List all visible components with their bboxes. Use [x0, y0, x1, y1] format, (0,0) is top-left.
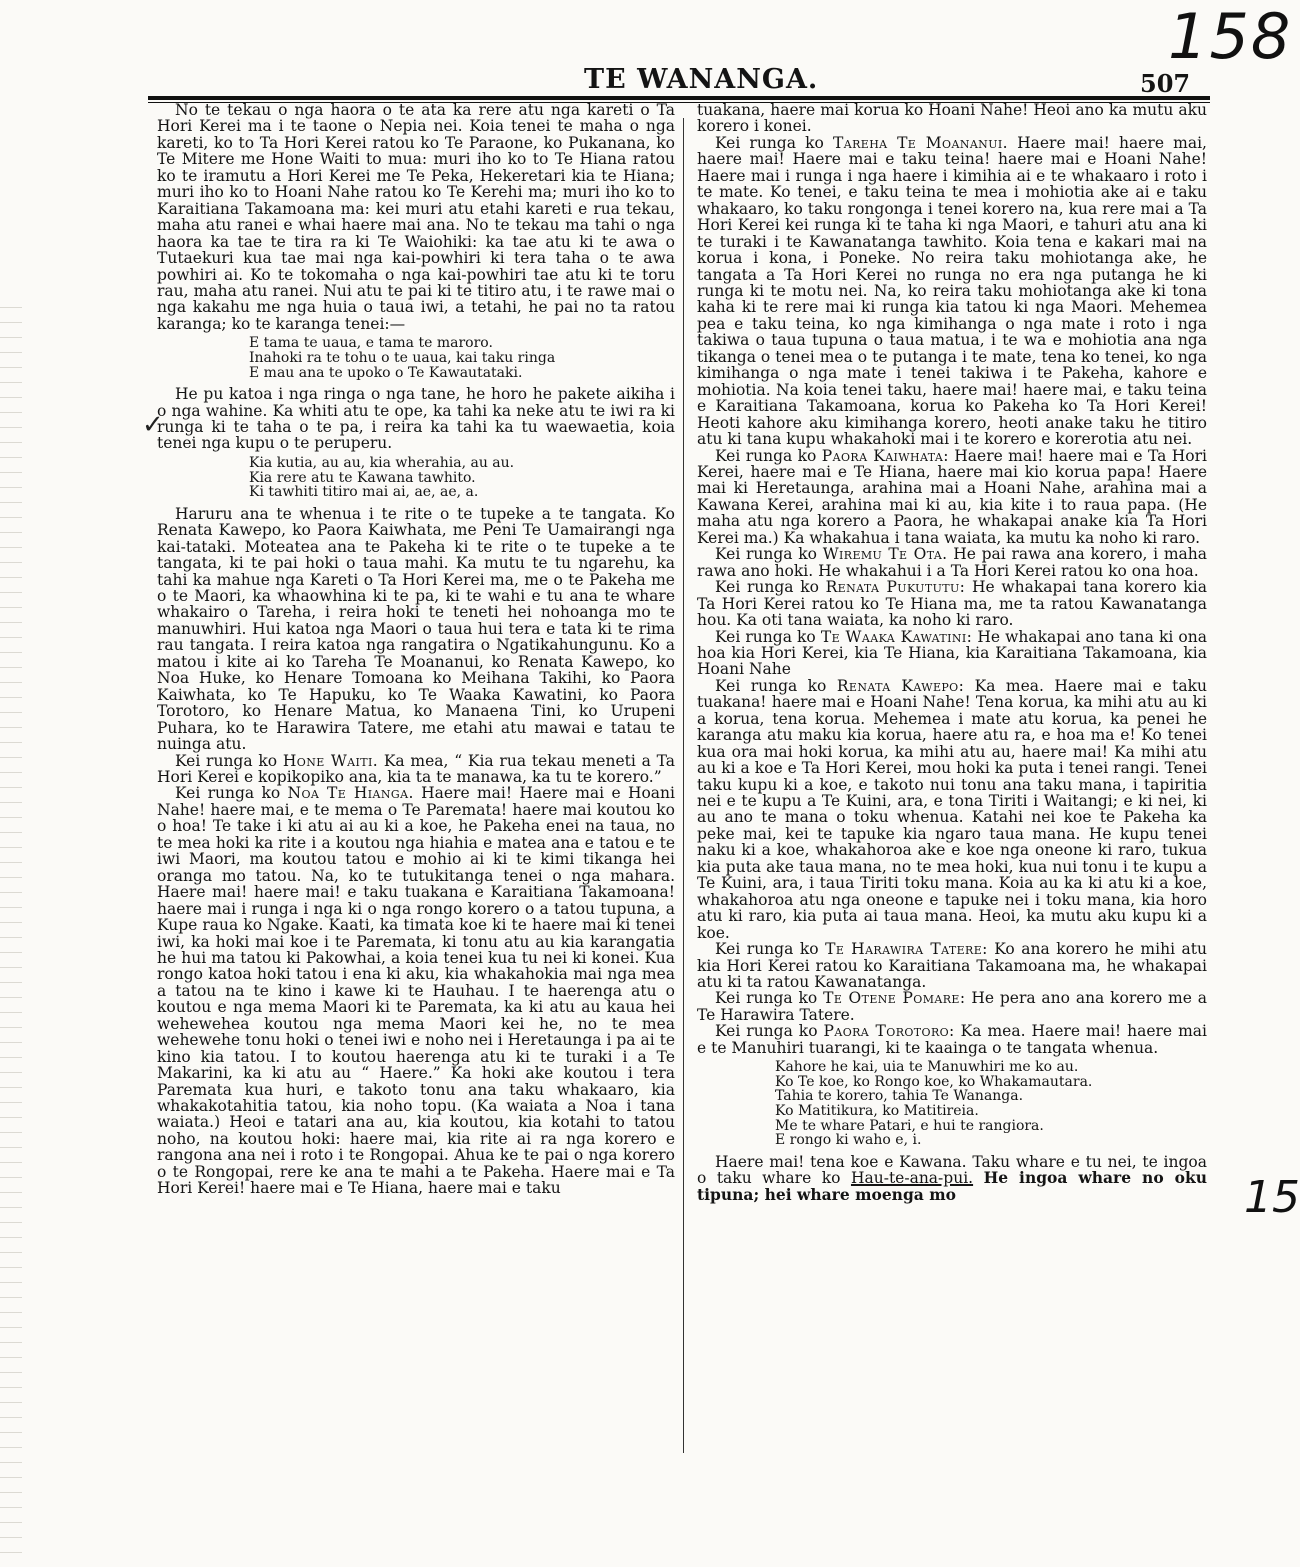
paragraph: No te tekau o nga haora o te ata ka rere atu nga kareti o Ta Hori Kerei ma i te taone o Nepia nei. Koia tenei te maha o nga kareti, ko to Ta Hori Kerei ratou ko Te Paraone, ko Pukanana, ko Te Mitere me Hone Waiti to mua: muri iho ko to Te Hiana ratou ko te iramutu a Hori Kerei me Te Peka, Hekeretari kia te Hiana; muri iho ko to Hoani Nahe ratou ko Te Kerehi ma; muri iho ko to Karaitiana Takamoana ma: kei muri atu etahi kareti e rua tekau, maha atu ranei e whai haere mai ana. No te tekau ma tahi o nga haora ka tae te tira ra ki Te Waiohiki: ka tae atu ki te awa o Tutaekuri kua tae mai nga kai-powhiri ki tera taha o te awa powhiri ai. Ko te tokomaha o nga kai-powhiri tae atu ki te toru rau, maha atu ranei. Nui atu te pai ki te titiro atu, i te rawe mai o nga kakahu me nga huia o taua iwi, a tetahi, he pai no ta ratou karanga; ko te karanga tenei:—	[157, 101, 675, 333]
speech-text: Ka mea. Haere mai e taku tuakana! haere mai e Hoani Nahe! Tena korua, ka mihi atu au ki a korua, tena korua. Mehemea i mate atu korua, ka penei he karanga atu maku kia korua, haere atu ra, e hoa ma e! Ko tenei kua ora mai hoki korua, ka mihi atu au, haere mai! Ka mihi atu au ki a koe e Ta Hori Kerei, mou hoki ka puta i tenei rangi. Tenei taku kupu ki a koe, e takoto nui tonu ana taku mana, i tapiritia nei e te kupu a Te Kuini, ara, e tona Tiriti i Waitangi; e ki nei, ki au ano te mana o toku whenua. Katahi nei koe te Pakeha ka peke mai, kei te tapuke kia ngaro taua mana. He kupu tenei naku ki a koe, whakahoroa ake e koe nga oneone ki raro, tukua kia puta ake taua mana, no te mea hoki, kua nui tonu i te kupu a Te Kuini, ara, i taua Tiriti toku mana. Koia au ka ki atu ki a koe, whakahoroa atu nga oneone e tapuke nei i toku mana, kia horo atu ki raro, kia puta ai taua mana. Heoi, ka mutu aku kupu ki a koe.	[697, 676, 1207, 942]
speech-paragraph	[697, 579, 1207, 628]
left-column	[157, 102, 675, 1452]
verse-line: Tahia te korero, tahia Te Wananga.	[775, 1088, 1024, 1105]
page-number: 507	[1140, 69, 1191, 98]
speech-text: Haere mai! haere mai e Ta Hori Kerei, haere mai e Te Hiana, haere mai kio korua papa! Haere mai ki Heretaunga, arahina mai a Hoani Nahe, arahina mai a Kawana Kerei, arahina mai ki au, kia kite i to raua papa. (He maha atu nga korero a Paora, he whakapai anake kia Ta Hori Kerei ma.) Ka whakahua i tana waiata, ka mutu ka noho ki raro.	[697, 446, 1207, 547]
speech-intro: Kei runga ko	[715, 989, 818, 1008]
verse-line: Me te whare Patari, e hui te rangiora.	[775, 1117, 1044, 1134]
karanga-verse	[157, 336, 675, 380]
verse-line: E mau ana te upoko o Te Kawautataki.	[249, 364, 523, 381]
column-divider	[683, 118, 684, 1453]
speaker-name: Hone Waiti.	[282, 751, 379, 770]
verse-line: Ki tawhiti titiro mai ai, ae, ae, a.	[249, 484, 479, 501]
speech-intro: Kei runga ko	[715, 578, 819, 597]
masthead-title: TE WANANGA.	[584, 64, 819, 95]
verse-line: Ko Te koe, ko Rongo koe, ko Whakamautara.	[775, 1073, 1093, 1090]
speaker-name: Renata Kawepo:	[836, 676, 965, 695]
right-column	[697, 102, 1207, 1452]
speaker-name: Paora Kaiwhata:	[821, 446, 949, 465]
paragraph: He pu katoa i nga ringa o nga tane, he horo he pakete aikiha i o nga wahine. Ka whiti atu te ope, ka tahi ka neke atu te iwi ra ki runga ki te taha o te pa, i reira ka tahi ka tu waewaetia, koia tenei nga kupu o te peruperu.	[157, 385, 675, 453]
speech-text: Haere mai! Haere mai e Hoani Nahe! haere mai, e te mema o Te Paremata! haere mai koutou ko o hoa! Te take i ki atu ai au ki a koe, he Pakeha enei na taua, no te mea hoki ka rite i a koutou nga hiahia e matea ana e tatou e te iwi Maori, ma koutou tatou e mohio ai ki te kimi tikanga hei oranga mo tatou. Na, ko te tutukitanga tenei o nga mahara. Haere mai! haere mai! e taku tuakana e Karaitiana Takamoana! haere mai i runga i nga ki o nga rongo korero o a tatou tupuna, a Kupe raua ko Ngake. Kaati, ka timata koe ki te haere mai ki tenei iwi, ka hoki mai koe i te Paremata, ki tonu atu au kia karangatia he hui ma tatou ki Pakowhai, a koia tenei kua tu nei ki konei. Kua rongo katoa hoki tatou i ena ki aku, kia whakahokia mai nga mea a tatou na te kino i kawe ki te Hauhau. I te haerenga atu o koutou e nga mema Maori ki te Paremata, ka ki atu au kaua hei wehewehea koutou nga mema Maori kei he, no te mea wehewehe tonu hoki o tenei iwi e noho nei i Heretaunga i pa ai te kino kia tatou. I to koutou haerenga atu ki te turaki i a Te Makarini, ka ki atu au “ Haere.” Ka hoki ake koutou i tera Paremata kua huri, e takoto tonu ana taku whakaaro, kia whakakotahitia tatou, kia noho topu. (Ka waiata a Noa i tana waiata.) Heoi e tatari ana au, kia koutou, kia kotahi to tatou noho, na koutou hoki: haere mai, kia rite ai ra nga korero e rangona ana nei i roto i te Rongopai. Ahua ke te pai o nga korero o te Rongopai, rere ke ana te mahi a te Pakeha. Haere mai e Ta Hori Kerei! haere mai e Te Hiana, haere mai e taku	[157, 784, 675, 1198]
speech-paragraph	[697, 546, 1207, 579]
speech-text: Ko ana korero he mihi atu kia Hori Kerei ratou ko Karaitiana Takamoana ma, he whakapai atu ki ta ratou Kawanatanga.	[697, 940, 1207, 992]
speaker-name: Noa Te Hianga.	[287, 784, 414, 803]
verse-line: E rongo ki waho e, i.	[775, 1132, 922, 1149]
speech-text: He whakapai ano tana ki ona hoa kia Hori Kerei, kia Te Hiana, kia Karaitiana Takamoana, kia Hoani Nahe	[697, 627, 1207, 679]
speech-text: He pai rawa ana korero, i maha rawa ano hoki. He whakahui i a Ta Hori Kerei ratou ko ona hoa.	[697, 545, 1207, 580]
speaker-name: Wiremu Te Ota.	[822, 545, 948, 564]
speech-text: Haere mai! tena koe e Kawana. Taku whare e tu nei, te ingoa o taku whare ko	[697, 1152, 1207, 1188]
speech-paragraph	[697, 1023, 1207, 1056]
speech-paragraph	[157, 785, 675, 1196]
speech-paragraph	[697, 990, 1207, 1023]
speech-intro: Kei runga ko	[715, 676, 827, 695]
speech-paragraph	[697, 448, 1207, 547]
speech-intro: Kei runga ko	[715, 446, 817, 465]
speech-text: Ka mea. Haere mai! haere mai e te Manuhiri tuarangi, ki te kaainga o te tangata whenua.	[697, 1022, 1207, 1057]
handwritten-folio-number: 158	[1168, 0, 1293, 73]
speech-intro: Kei runga ko	[715, 545, 817, 564]
speech-text: Haere mai! haere mai, haere mai! Haere mai e taku teina! haere mai e Hoani Nahe! Haere mai i runga i nga haere i kimihia ai e te whakaaro i roto i te mate. Ko tenei, e taku teina te mea i mohiotia ake ai e taku whakaaro, ko taku rongonga i tenei korero na, kua rere mai a Ta Hori Kerei kei runga ki te taha ki nga Maori, e tahuri atu ana ki te turaki i te Kawanatanga tawhito. Koia tena e kakari mai na korua i kona, i Poneke. No reira taku mohiotanga ake, he tangata a Ta Hori Kerei no runga no era nga putanga he ki runga ki te motu nei. Na, ko reira taku mohiotanga ake ki tona kaha ki te rere mai ki runga kia tatou ki nga Maori. Mehemea pea e taku teina, ko nga kimihanga o nga mate i roto i nga takiwa o taua tupuna o taua matua, i te wa e mohiotia ana nga tikanga o tenei mea o te putanga i te mate, tena ko tenei, ko nga kimihanga o nga mate i tenei takiwa i te Pakeha, kahore e mohiotia. Na koia tenei taku, haere mai! haere mai, e taku teina e Karaitiana Takamoana, korua ko Pakeha ko Ta Hori Kerei! Heoti kahore aku kimihanga korero, heoti anake taku he titiro atu ki tana kupu whakahoki mai i te korero e korerotia atu nei.	[697, 133, 1207, 449]
verse-line: E tama te uaua, e tama te maroro.	[249, 335, 493, 352]
speech-intro: Kei runga ko	[715, 133, 824, 152]
peruperu-verse	[157, 456, 675, 500]
speaker-name: Paora Torotoro:	[823, 1022, 955, 1041]
speech-text: He ingoa whare no oku tipuna; hei whare moenga mo	[697, 1168, 1207, 1204]
paragraph: Haruru ana te whenua i te rite o te tupeke a te tangata. Ko Renata Kawepo, ko Paora Kaiwhata, me Peni Te Uamairangi nga kai-tataki. Moteatea ana te Pakeha ki te rite o te tupeke a te tangata, ki te pai hoki o taua mahi. Ka mutu te tu ngarehu, ka tahi ka mahue nga Kareti o Ta Hori Kerei ma, me o te Pakeha me o te Maori, ka whaowhina ki te pa, ki te wahi e tu ana te whare whakairo o Tareha, i reira hoki te teneti hei nohoanga mo te manuwhiri. Hui katoa nga Maori o taua hui tera e tata ki te rima rau tangata. I reira katoa nga rangatira o Ngatikahungunu. Ko a matou i kite ai ko Tareha Te Moananui, ko Renata Kawepo, ko Noa Huke, ko Henare Tomoana ko Meihana Takihi, ko Paora Kaiwhata, ko Te Hapuku, ko Te Waaka Kawatini, ko Paora Torotoro, ko Henare Matua, ko Manaena Tini, ko Urupeni Puhara, ko te Harawira Tatere, me etahi atu mawai e tatau te nuinga atu.	[157, 504, 675, 754]
speaker-name: Te Harawira Tatere:	[825, 940, 988, 959]
speaker-name: Renata Pukututu:	[825, 578, 966, 597]
speech-paragraph	[697, 135, 1207, 448]
speaker-name: Te Waaka Kawatini:	[820, 627, 973, 646]
paragraph: tuakana, haere mai korua ko Hoani Nahe! Heoi ano ka mutu aku korero i konei.	[697, 101, 1207, 136]
speech-intro: Kei runga ko	[715, 1022, 818, 1041]
speech-paragraph	[157, 753, 675, 786]
speaker-name: Te Otene Pomare:	[823, 989, 966, 1008]
speech-paragraph	[697, 629, 1207, 678]
speech-intro: Kei runga ko	[175, 784, 281, 803]
verse-line: Kia rere atu te Kawana tawhito.	[249, 469, 476, 486]
speech-text: Ka mea, “ Kia rua tekau meneti a Ta Hori Kerei e kopikopiko ana, kia ta te manawa, ka tu te korero.”	[157, 751, 675, 786]
speech-paragraph	[697, 941, 1207, 990]
waiata-verse	[697, 1060, 1207, 1148]
speech-intro: Kei runga ko	[175, 751, 278, 770]
verse-line: Ko Matitikura, ko Matitireia.	[775, 1103, 979, 1120]
speech-text: He whakapai tana korero kia Ta Hori Kerei ratou ko Te Hiana ma, me ta ratou Kawanatanga hou. Ka oti tana waiata, ka noho ki raro.	[697, 578, 1207, 630]
speaker-name: Tareha Te Moananui.	[833, 133, 1008, 152]
margin-handwriting: 15	[1244, 1172, 1300, 1223]
margin-check-mark: ✓	[142, 410, 164, 440]
binding-edge	[0, 300, 22, 1567]
verse-line: Inahoki ra te tohu o te uaua, kai taku ringa	[249, 349, 556, 366]
house-name: Hau-te-ana-pui.	[850, 1169, 974, 1188]
paragraph	[697, 1154, 1207, 1203]
speech-intro: Kei runga ko	[715, 940, 819, 959]
speech-intro: Kei runga ko	[715, 627, 816, 646]
speech-text: He pera ano ana korero me a Te Harawira Tatere.	[697, 989, 1207, 1024]
speech-paragraph	[697, 678, 1207, 941]
verse-line: Kahore he kai, uia te Manuwhiri me ko au.	[775, 1059, 1079, 1076]
verse-line: Kia kutia, au au, kia wherahia, au au.	[249, 454, 515, 471]
